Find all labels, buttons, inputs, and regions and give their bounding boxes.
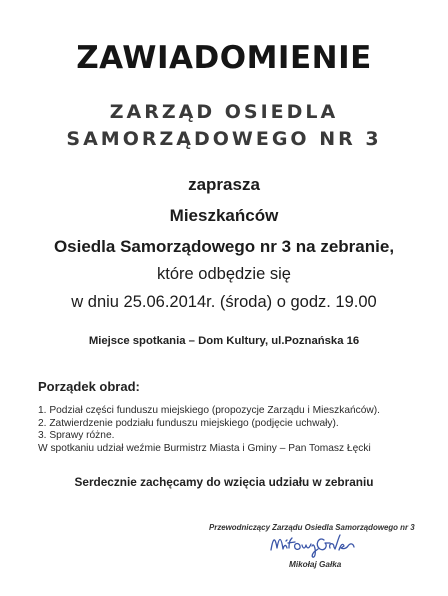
agenda-item: 2. Zatwierdzenie podziału funduszu miejskiego (podjęcie uchwały).	[38, 417, 339, 429]
meeting-place: Miejsce spotkania – Dom Kultury, ul.Poznańska 16	[88, 335, 360, 347]
board-name-line-2: SAMORZĄDOWEGO NR 3	[66, 128, 382, 150]
invitation-event: które odbędzie się	[157, 265, 291, 283]
signatory-title: Przewodniczący Zarządu Osiedla Samorządowego nr 3	[209, 523, 415, 532]
closing-note: Serdecznie zachęcamy do wzięcia udziału w zebraniu	[74, 475, 374, 489]
agenda-item: 1. Podział części funduszu miejskiego (propozycje Zarządu i Mieszkańców).	[38, 405, 380, 416]
agenda-item: 3. Sprawy różne.	[38, 430, 115, 442]
board-name-line-1: ZARZĄD OSIEDLA	[109, 101, 339, 123]
guest-note: W spotkaniu udział weźmie Burmistrz Miasta i Gminy – Pan Tomasz Łęcki	[38, 443, 371, 454]
meeting-datetime: w dniu 25.06.2014r. (środa) o godz. 19.00	[71, 293, 377, 311]
signatory-name: Mikołaj Gałka	[289, 560, 342, 569]
agenda-heading: Porządek obrad:	[38, 379, 140, 394]
invitation-verb: zaprasza	[188, 175, 260, 194]
invitation-addressee: Mieszkańców	[169, 206, 279, 225]
document-title: ZAWIADOMIENIE	[76, 40, 372, 76]
handwritten-signature	[268, 528, 358, 560]
agenda-list	[38, 405, 380, 443]
invitation-estate: Osiedla Samorządowego nr 3 na zebranie,	[53, 237, 395, 256]
